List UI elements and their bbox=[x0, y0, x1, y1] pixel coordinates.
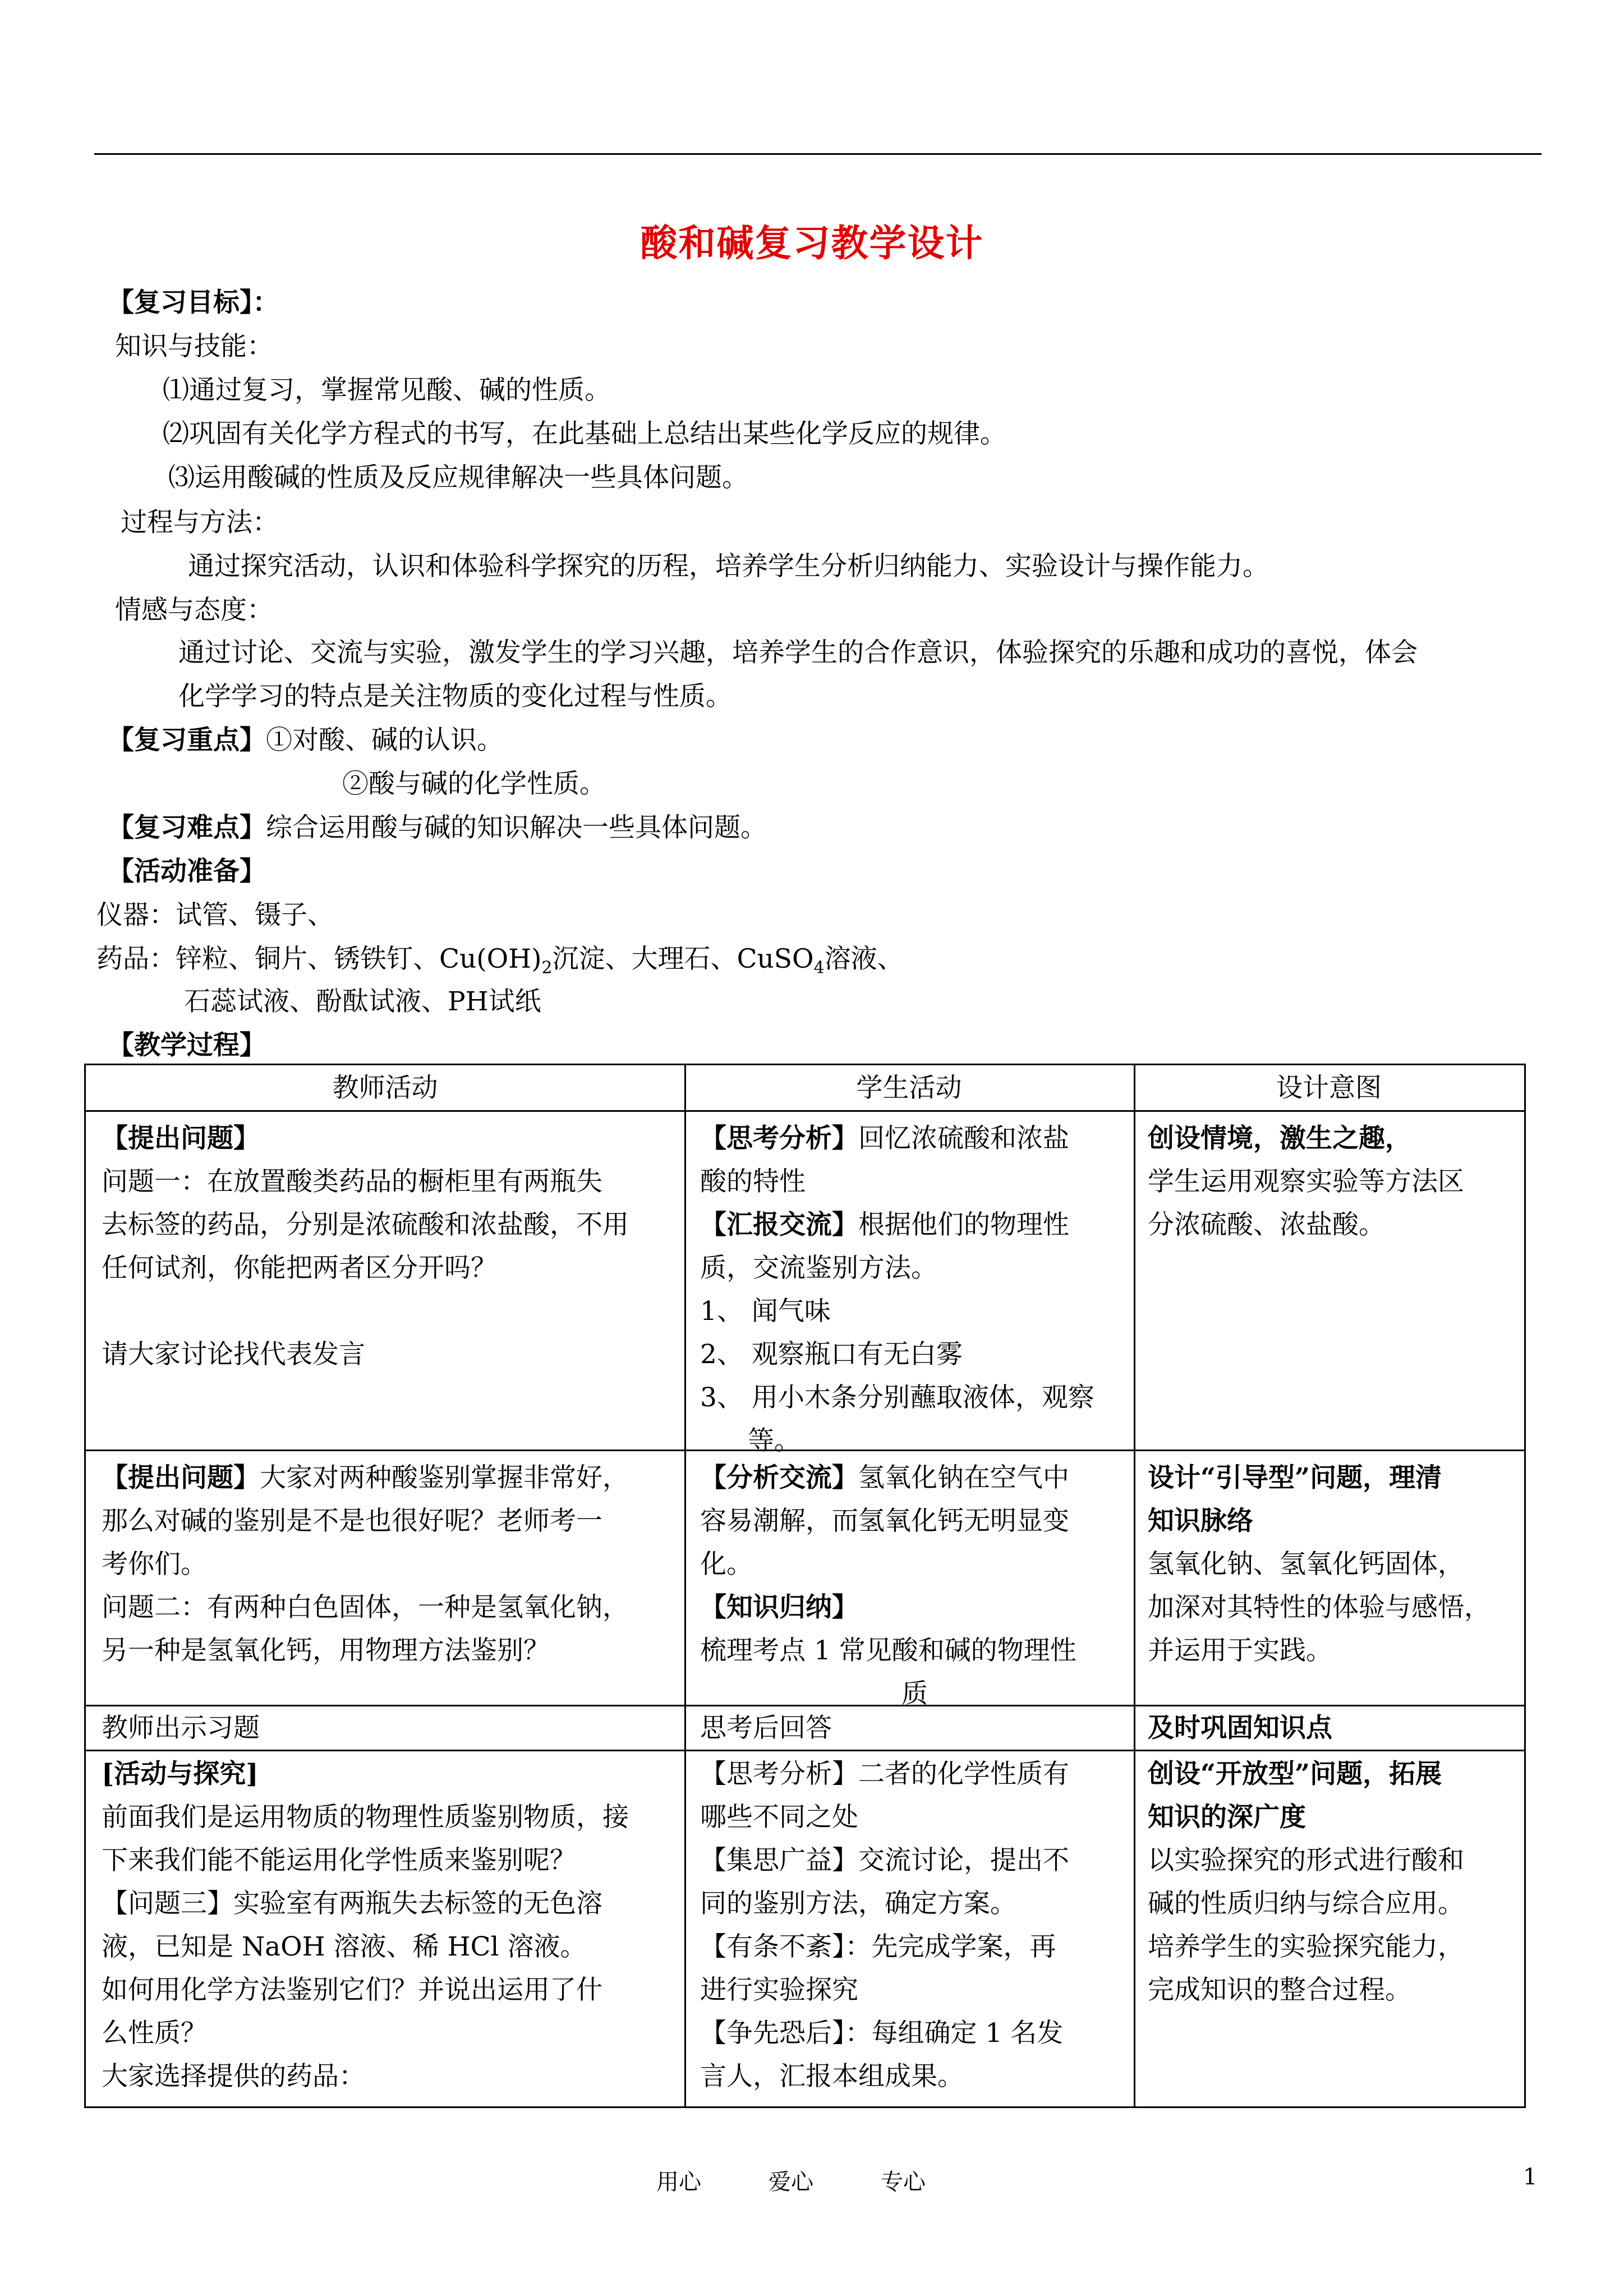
chemicals-part-c: 溶液、 bbox=[824, 944, 904, 974]
chemicals-part-a: 药品：锌粒、铜片、锈铁钉、Cu(OH) bbox=[96, 944, 542, 974]
document-title: 酸和碱复习教学设计 bbox=[640, 221, 984, 265]
difficulty bbox=[108, 811, 767, 845]
instruments: 仪器：试管、镊子、 bbox=[96, 900, 334, 931]
row4-student-text: 二者的化学性质有 bbox=[858, 1759, 1069, 1789]
row2-student-cell bbox=[700, 1456, 1129, 1715]
row4-student-line: 同的鉴别方法，确定方案。 bbox=[700, 1888, 1016, 1919]
row4-student-label: 【有条不紊】 bbox=[700, 1931, 845, 1962]
row2-teacher-label: 【提出问题】 bbox=[102, 1462, 260, 1493]
row1-student-line: 质，交流鉴别方法。 bbox=[700, 1253, 937, 1283]
row4-student-line: 进行实验探究 bbox=[700, 1975, 858, 2005]
key-points bbox=[108, 724, 503, 757]
chemicals-line-2: 石蕊试液、酚酞试液、PH试纸 bbox=[184, 986, 541, 1017]
row1-student-line: 酸的特性 bbox=[700, 1166, 806, 1197]
key-point-2: ②酸与碱的化学性质。 bbox=[342, 769, 606, 799]
row4-student-text: 交流讨论，提出不 bbox=[858, 1845, 1069, 1876]
key-point-1: ①对酸、碱的认识。 bbox=[266, 725, 503, 756]
row2-teacher-line: 问题二：有两种白色固体，一种是氢氧化钠， bbox=[102, 1592, 629, 1623]
column-divider bbox=[1134, 1065, 1135, 2106]
row1-design-title: 创设情境，激生之趣， bbox=[1148, 1123, 1411, 1154]
header-design: 设计意图 bbox=[1276, 1073, 1382, 1103]
row1-student-cell bbox=[700, 1117, 1129, 1462]
knowledge-item-2: ⑵巩固有关化学方程式的书写，在此基础上总结出某些化学反应的规律。 bbox=[163, 418, 1006, 449]
row2-design-title: 知识脉络 bbox=[1148, 1506, 1253, 1536]
difficulty-label: 【复习难点】 bbox=[108, 812, 266, 843]
row4-teacher-line: 液，已知是 NaOH 溶液、稀 HCl 溶液。 bbox=[102, 1931, 587, 1962]
row4-design-line: 碱的性质归纳与综合应用。 bbox=[1148, 1888, 1464, 1919]
process-text: 通过探究活动，认识和体验科学探究的历程，培养学生分析归纳能力、实验设计与操作能力。 bbox=[188, 551, 1269, 582]
row2-design-line: 并运用于实践。 bbox=[1148, 1635, 1332, 1666]
row1-student-text: 回忆浓硫酸和浓盐 bbox=[858, 1123, 1069, 1154]
header-rule bbox=[94, 153, 1542, 155]
knowledge-item-1: ⑴通过复习，掌握常见酸、碱的性质。 bbox=[163, 375, 611, 406]
process-heading: 过程与方法： bbox=[121, 507, 279, 538]
row-divider bbox=[86, 1110, 1524, 1112]
row2-design-title: 设计“引导型”问题，理清 bbox=[1148, 1462, 1442, 1493]
row2-student-label: 【知识归纳】 bbox=[700, 1592, 858, 1623]
row4-teacher-line: 前面我们是运用物质的物理性质鉴别物质，接 bbox=[102, 1802, 629, 1833]
row1-student-item: 1、 闻气味 bbox=[700, 1296, 831, 1327]
row4-design-cell bbox=[1148, 1752, 1521, 2012]
row4-student-line: 言人，汇报本组成果。 bbox=[700, 2061, 964, 2092]
row4-student-cell bbox=[700, 1752, 1129, 2098]
teaching-process-heading: 【教学过程】 bbox=[108, 1030, 266, 1061]
row3-student-cell: 思考后回答 bbox=[700, 1713, 832, 1743]
prep-heading: 【活动准备】 bbox=[108, 856, 266, 887]
row4-student-text: ：每组确定 1 名发 bbox=[845, 2018, 1064, 2049]
chemicals-line-1 bbox=[96, 942, 904, 985]
difficulty-text: 综合运用酸与碱的知识解决一些具体问题。 bbox=[266, 812, 767, 843]
row2-student-line: 质 bbox=[901, 1678, 928, 1709]
row1-student-text: 根据他们的物理性 bbox=[858, 1209, 1069, 1240]
row2-design-cell bbox=[1148, 1456, 1521, 1672]
row2-student-text: 氢氧化钠在空气中 bbox=[858, 1462, 1069, 1493]
row2-teacher-line: 那么对碱的鉴别是不是也很好呢？老师考一 bbox=[102, 1506, 602, 1536]
row2-student-line: 化。 bbox=[700, 1549, 753, 1580]
row2-teacher-line: 另一种是氢氧化钙，用物理方法鉴别？ bbox=[102, 1635, 550, 1666]
row2-student-label: 【分析交流】 bbox=[700, 1462, 858, 1493]
row3-design-cell: 及时巩固知识点 bbox=[1148, 1713, 1332, 1743]
knowledge-heading: 知识与技能： bbox=[115, 331, 273, 362]
row4-student-label: 【集思广益】 bbox=[700, 1845, 858, 1876]
row1-teacher-cell bbox=[102, 1117, 679, 1376]
teaching-process-table bbox=[84, 1064, 1526, 2108]
row1-student-label: 【汇报交流】 bbox=[700, 1209, 858, 1240]
chemicals-part-b: 沉淀、大理石、CuSO bbox=[552, 944, 814, 974]
row4-teacher-line: 如何用化学方法鉴别它们？并说出运用了什 bbox=[102, 1975, 602, 2005]
row2-student-line: 梳理考点 1 常见酸和碱的物理性 bbox=[700, 1635, 1076, 1666]
emotion-heading: 情感与态度： bbox=[115, 595, 273, 625]
row1-teacher-line: 任何试剂，你能把两者区分开吗？ bbox=[102, 1253, 497, 1283]
row4-teacher-title: [活动与探究] bbox=[102, 1759, 259, 1789]
row2-teacher-line: 考你们。 bbox=[102, 1549, 207, 1580]
page-number: 1 bbox=[1523, 2164, 1538, 2190]
row4-teacher-text: 实验室有两瓶失去标签的无色溶 bbox=[233, 1888, 602, 1919]
row4-design-line: 培养学生的实验探究能力， bbox=[1148, 1931, 1464, 1962]
column-divider bbox=[684, 1065, 686, 2106]
row1-design-line: 学生运用观察实验等方法区 bbox=[1148, 1166, 1464, 1197]
row4-teacher-line: 么性质？ bbox=[102, 2018, 207, 2049]
row4-design-title: 创设“开放型”问题，拓展 bbox=[1148, 1759, 1442, 1789]
row2-student-line: 容易潮解，而氢氧化钙无明显变 bbox=[700, 1506, 1069, 1536]
row4-teacher-line: 下来我们能不能运用化学性质来鉴别呢？ bbox=[102, 1845, 576, 1876]
row1-teacher-line: 去标签的药品，分别是浓硫酸和浓盐酸，不用 bbox=[102, 1209, 629, 1240]
row4-student-text: ：先完成学案，再 bbox=[845, 1931, 1056, 1962]
row4-student-line: 哪些不同之处 bbox=[700, 1802, 858, 1833]
row-divider bbox=[86, 1750, 1524, 1751]
subscript-4: 4 bbox=[813, 958, 825, 978]
goals-heading: 【复习目标】： bbox=[108, 287, 279, 318]
row1-design-cell bbox=[1148, 1117, 1521, 1246]
row4-design-line: 完成知识的整合过程。 bbox=[1148, 1975, 1411, 2005]
key-points-label: 【复习重点】 bbox=[108, 725, 266, 756]
footer-word: 用心 bbox=[656, 2169, 701, 2195]
knowledge-item-3: ⑶运用酸碱的性质及反应规律解决一些具体问题。 bbox=[168, 462, 748, 493]
row4-teacher-label: 【问题三】 bbox=[102, 1888, 233, 1919]
row2-design-line: 加深对其特性的体验与感悟， bbox=[1148, 1592, 1490, 1623]
row4-student-label: 【争先恐后】 bbox=[700, 2018, 845, 2049]
row2-teacher-cell bbox=[102, 1456, 679, 1672]
header-teacher: 教师活动 bbox=[332, 1073, 438, 1103]
row1-teacher-title: 【提出问题】 bbox=[102, 1123, 260, 1154]
row2-teacher-text: 大家对两种酸鉴别掌握非常好， bbox=[260, 1462, 629, 1493]
row1-student-label: 【思考分析】 bbox=[700, 1123, 858, 1154]
emotion-text-line-1: 通过讨论、交流与实验，激发学生的学习兴趣，培养学生的合作意识，体验探究的乐趣和成功的喜悦，体会 bbox=[178, 637, 1418, 668]
row1-teacher-line: 问题一：在放置酸类药品的橱柜里有两瓶失 bbox=[102, 1166, 602, 1197]
row1-student-item: 等。 bbox=[748, 1425, 801, 1456]
subscript-2: 2 bbox=[541, 958, 553, 978]
row4-teacher-cell bbox=[102, 1752, 679, 2098]
row3-teacher-cell: 教师出示习题 bbox=[102, 1713, 260, 1743]
emotion-text-line-2: 化学学习的特点是关注物质的变化过程与性质。 bbox=[178, 681, 732, 712]
row4-design-title: 知识的深广度 bbox=[1148, 1802, 1306, 1833]
row2-design-line: 氢氧化钠、氢氧化钙固体， bbox=[1148, 1549, 1464, 1580]
row1-student-item: 3、 用小木条分别蘸取液体，观察 bbox=[700, 1382, 1094, 1413]
row4-student-label: 【思考分析】 bbox=[700, 1759, 858, 1789]
footer-word: 专心 bbox=[881, 2169, 926, 2195]
row1-teacher-line: 请大家讨论找代表发言 bbox=[102, 1339, 365, 1370]
header-student: 学生活动 bbox=[856, 1073, 962, 1103]
footer-word: 爱心 bbox=[769, 2169, 813, 2195]
row4-teacher-line: 大家选择提供的药品： bbox=[102, 2061, 365, 2092]
row1-design-line: 分浓硫酸、浓盐酸。 bbox=[1148, 1209, 1385, 1240]
row4-design-line: 以实验探究的形式进行酸和 bbox=[1148, 1845, 1464, 1876]
row1-student-item: 2、 观察瓶口有无白雾 bbox=[700, 1339, 963, 1370]
